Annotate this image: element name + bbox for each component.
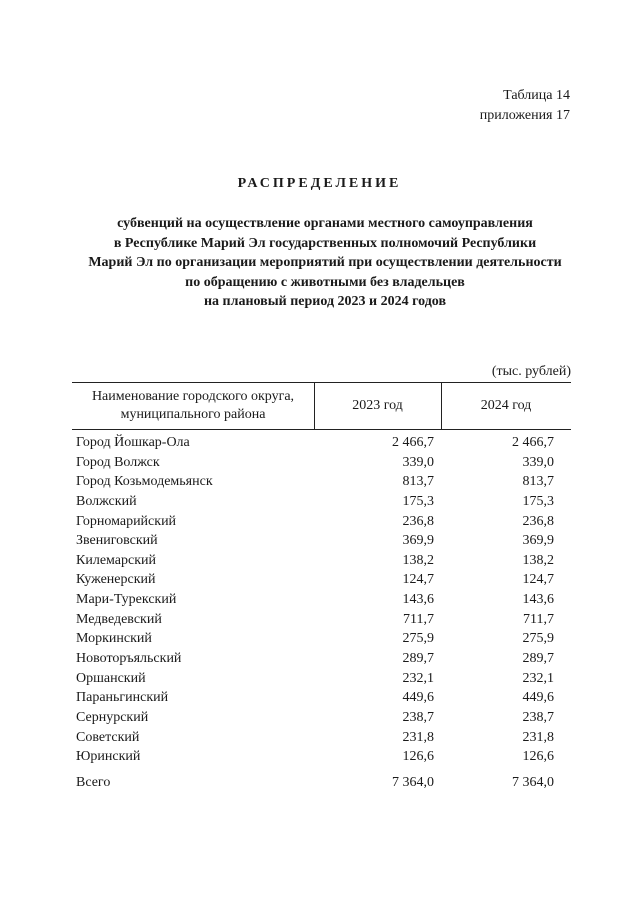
- row-name: Город Йошкар-Ола: [76, 435, 190, 450]
- row-name: Советский: [76, 729, 140, 745]
- subtitle-line: субвенций на осуществление органами местного самоуправления: [117, 216, 533, 231]
- total-label: Всего: [76, 774, 111, 790]
- row-value-2024: 238,7: [522, 709, 554, 725]
- column-header-name-line: муниципального района: [120, 407, 266, 422]
- table-reference: [480, 86, 570, 126]
- row-value-2024: 813,7: [522, 474, 554, 490]
- row-name: Килемарский: [76, 552, 157, 568]
- row-value-2023: 289,7: [402, 651, 434, 667]
- row-value-2024: 231,8: [522, 729, 554, 745]
- row-value-2023: 339,0: [402, 454, 434, 470]
- table-row: [72, 590, 572, 610]
- row-value-2023: 711,7: [403, 611, 434, 627]
- table-row: [72, 472, 572, 492]
- row-value-2024: 175,3: [522, 493, 554, 509]
- table-total-row: [72, 773, 572, 793]
- column-header-2024: 2024 год: [480, 398, 532, 413]
- table-row: [72, 492, 572, 512]
- table-header-bottom-border: [72, 429, 571, 430]
- row-value-2023: 238,7: [402, 709, 434, 725]
- table-row: [72, 512, 572, 532]
- row-name: Город Козьмодемьянск: [76, 474, 213, 490]
- row-value-2023: 275,9: [402, 631, 434, 647]
- table-row: [72, 629, 572, 649]
- column-header-name-line: Наименование городского округа,: [91, 389, 295, 404]
- annex-number-label: приложения 17: [479, 108, 570, 123]
- row-value-2024: 369,9: [522, 533, 554, 549]
- table-row: [72, 610, 572, 630]
- units-label: (тыс. рублей): [491, 364, 571, 379]
- row-value-2023: 143,6: [402, 592, 434, 608]
- row-value-2024: 275,9: [522, 631, 554, 647]
- row-name: Моркинский: [76, 631, 152, 647]
- row-value-2024: 339,0: [522, 454, 554, 470]
- column-header-2023: 2023 год: [352, 398, 403, 413]
- row-value-2024: 138,2: [522, 552, 554, 568]
- row-value-2024: 289,7: [522, 651, 554, 667]
- total-value-2023: 7 364,0: [392, 774, 434, 790]
- row-value-2023: 236,8: [402, 513, 434, 529]
- row-name: Город Волжск: [76, 454, 160, 470]
- column-header-name: [72, 382, 314, 430]
- table-row: [72, 669, 572, 689]
- row-value-2023: 231,8: [402, 729, 434, 745]
- row-value-2023: 175,3: [402, 493, 434, 509]
- row-value-2024: 449,6: [522, 690, 554, 706]
- row-value-2023: 126,6: [402, 749, 434, 765]
- subtitle-line: на плановый период 2023 и 2024 годов: [203, 294, 447, 309]
- row-value-2024: 2 466,7: [512, 435, 554, 450]
- row-value-2023: 124,7: [402, 572, 434, 588]
- row-name: Горномарийский: [76, 513, 177, 529]
- row-name: Куженерский: [76, 572, 156, 588]
- subtitle-line: Марий Эл по организации мероприятий при осуществлении деятельности: [88, 255, 562, 270]
- row-value-2023: 2 466,7: [392, 435, 434, 450]
- row-value-2023: 449,6: [402, 690, 434, 706]
- row-value-2024: 126,6: [522, 749, 554, 765]
- row-value-2024: 143,6: [522, 592, 554, 608]
- row-name: Юринский: [76, 749, 141, 765]
- row-value-2023: 138,2: [402, 552, 434, 568]
- row-name: Волжский: [76, 493, 137, 509]
- row-name: Параньгинский: [76, 690, 169, 706]
- row-name: Новоторъяльский: [76, 651, 182, 667]
- row-name: Сернурский: [76, 709, 149, 725]
- row-value-2024: 124,7: [522, 572, 554, 588]
- row-value-2023: 813,7: [402, 474, 434, 490]
- row-value-2023: 232,1: [402, 670, 434, 686]
- row-name: Звениговский: [76, 533, 158, 549]
- table-row: [72, 531, 572, 551]
- table-row: [72, 728, 572, 748]
- row-value-2024: 711,7: [523, 611, 554, 627]
- total-value-2024: 7 364,0: [512, 774, 554, 790]
- subtitle-line: в Республике Марий Эл государственных полномочий Республики: [113, 235, 537, 251]
- row-value-2024: 232,1: [522, 670, 554, 686]
- table-row: [72, 551, 572, 571]
- document-title: РАСПРЕДЕЛЕНИЕ: [237, 176, 402, 191]
- table-row: [72, 453, 572, 473]
- row-value-2023: 369,9: [402, 533, 434, 549]
- table-row: [72, 570, 572, 590]
- table-body: [72, 433, 572, 793]
- row-name: Оршанский: [76, 670, 146, 686]
- table-number-label: Таблица 14: [503, 88, 570, 103]
- table-row: [72, 649, 572, 669]
- table-row: [72, 708, 572, 728]
- row-value-2024: 236,8: [522, 513, 554, 529]
- table-row: [72, 688, 572, 708]
- subtitle-line: по обращению с животными без владельцев: [185, 274, 465, 290]
- table-row: [72, 433, 572, 453]
- row-name: Мари-Турекский: [76, 592, 177, 608]
- table-row: [72, 747, 572, 767]
- row-name: Медведевский: [76, 611, 162, 627]
- document-subtitle: [60, 214, 590, 312]
